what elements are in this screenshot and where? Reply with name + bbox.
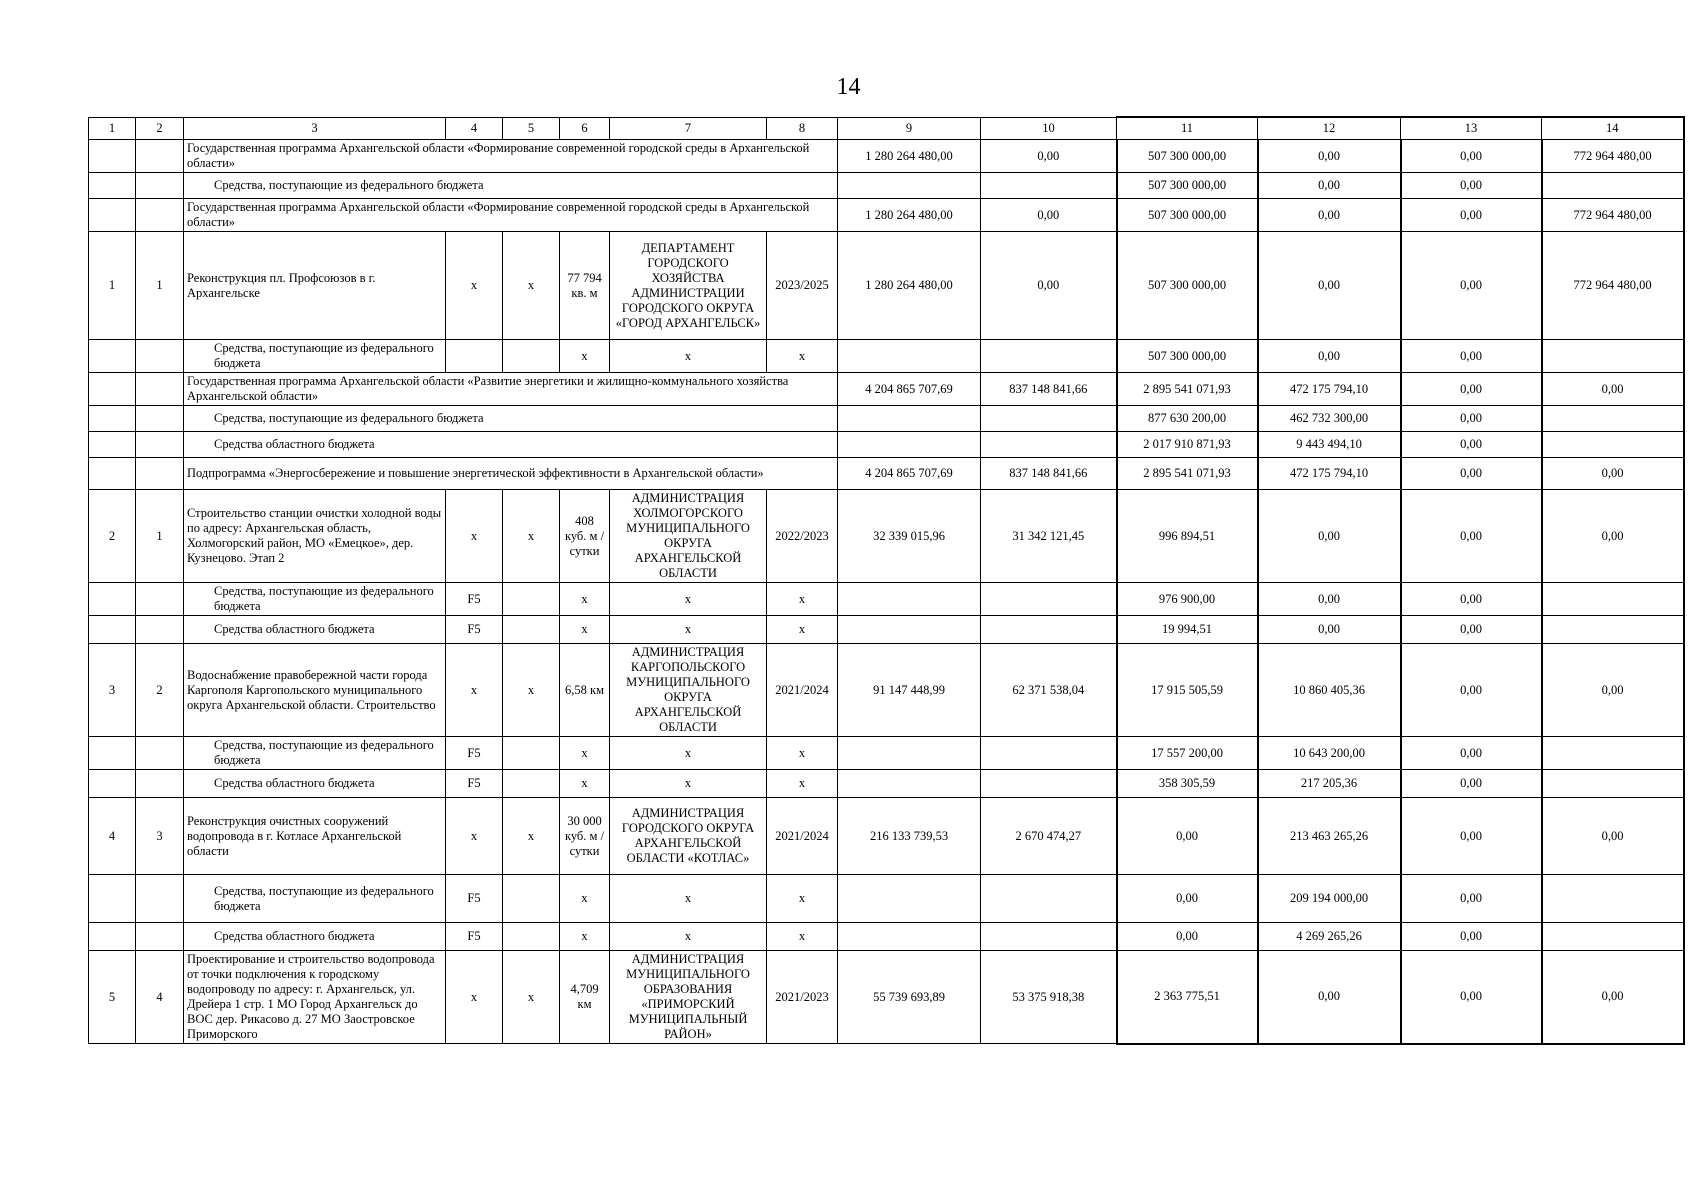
period: х (767, 340, 838, 373)
capacity: х (560, 737, 610, 770)
amount-col-13: 0,00 (1401, 458, 1542, 490)
object-name: Средства областного бюджета (184, 770, 446, 798)
sub-number: 1 (136, 490, 184, 583)
cell-col5: х (503, 798, 560, 875)
amount-col-14: 0,00 (1542, 490, 1684, 583)
row-number: 2 (89, 490, 136, 583)
amount-col-13: 0,00 (1401, 373, 1542, 406)
cell-code: F5 (446, 737, 503, 770)
table-row (89, 798, 1684, 875)
table-row (89, 951, 1684, 1044)
responsible-org: х (610, 616, 767, 644)
row-number (89, 923, 136, 951)
amount-col-11: 2 017 910 871,93 (1117, 432, 1258, 458)
amount-col-10: 2 670 474,27 (981, 798, 1117, 875)
amount-col-9 (838, 340, 981, 373)
amount-col-13: 0,00 (1401, 616, 1542, 644)
amount-col-9: 216 133 739,53 (838, 798, 981, 875)
cell-empty (136, 373, 184, 406)
period: х (767, 770, 838, 798)
cell-col5 (503, 737, 560, 770)
row-number (89, 583, 136, 616)
amount-col-10 (981, 770, 1117, 798)
period: х (767, 737, 838, 770)
table-row (89, 583, 1684, 616)
table-row (89, 923, 1684, 951)
amount-col-11: 2 895 541 071,93 (1117, 373, 1258, 406)
amount-col-11: 976 900,00 (1117, 583, 1258, 616)
row-number (89, 875, 136, 923)
row-number: 5 (89, 951, 136, 1044)
amount-col-9 (838, 770, 981, 798)
object-name: Средства, поступающие из федерального бюджета (184, 340, 446, 373)
object-name: Водоснабжение правобережной части города Каргополя Каргопольского муниципального округа Архангельской области. Строительство (184, 644, 446, 737)
column-header-14: 14 (1542, 117, 1684, 140)
table-row (89, 458, 1684, 490)
amount-col-10: 0,00 (981, 140, 1117, 173)
sub-number (136, 737, 184, 770)
cell-code: F5 (446, 770, 503, 798)
cell-empty (89, 140, 136, 173)
amount-col-14 (1542, 875, 1684, 923)
amount-col-11: 17 915 505,59 (1117, 644, 1258, 737)
amount-col-12: 0,00 (1258, 199, 1401, 232)
amount-col-10 (981, 173, 1117, 199)
capacity: 30 000 куб. м / сутки (560, 798, 610, 875)
cell-empty (89, 406, 136, 432)
amount-col-12: 0,00 (1258, 951, 1401, 1044)
cell-empty (136, 432, 184, 458)
amount-col-14 (1542, 770, 1684, 798)
amount-col-13: 0,00 (1401, 951, 1542, 1044)
cell-empty (89, 173, 136, 199)
amount-col-11: 0,00 (1117, 923, 1258, 951)
amount-col-11: 507 300 000,00 (1117, 173, 1258, 199)
row-number (89, 770, 136, 798)
amount-col-14 (1542, 340, 1684, 373)
sub-number: 1 (136, 232, 184, 340)
sub-number (136, 770, 184, 798)
amount-col-11: 358 305,59 (1117, 770, 1258, 798)
cell-empty (89, 432, 136, 458)
cell-col5 (503, 616, 560, 644)
amount-col-13: 0,00 (1401, 232, 1542, 340)
amount-col-10 (981, 923, 1117, 951)
cell-code: х (446, 490, 503, 583)
responsible-org: АДМИНИСТРАЦИЯ ГОРОДСКОГО ОКРУГА АРХАНГЕЛЬСКОЙ ОБЛАСТИ «КОТЛАС» (610, 798, 767, 875)
amount-col-11: 996 894,51 (1117, 490, 1258, 583)
amount-col-9 (838, 737, 981, 770)
column-header-5: 5 (503, 117, 560, 140)
cell-empty (89, 199, 136, 232)
table-row (89, 199, 1684, 232)
capacity: 4,709 км (560, 951, 610, 1044)
cell-code (446, 340, 503, 373)
amount-col-9: 4 204 865 707,69 (838, 458, 981, 490)
amount-col-9: 1 280 264 480,00 (838, 140, 981, 173)
period: 2022/2023 (767, 490, 838, 583)
table-row (89, 173, 1684, 199)
cell-empty (89, 458, 136, 490)
amount-col-12: 0,00 (1258, 340, 1401, 373)
capacity: 6,58 км (560, 644, 610, 737)
amount-col-10 (981, 432, 1117, 458)
header-row (89, 117, 1684, 140)
capacity: х (560, 616, 610, 644)
cell-code: х (446, 232, 503, 340)
amount-col-12: 472 175 794,10 (1258, 458, 1401, 490)
table-row (89, 406, 1684, 432)
cell-col5: х (503, 232, 560, 340)
cell-code: х (446, 644, 503, 737)
table-row (89, 644, 1684, 737)
row-number: 1 (89, 232, 136, 340)
amount-col-9: 4 204 865 707,69 (838, 373, 981, 406)
column-header-9: 9 (838, 117, 981, 140)
cell-empty (136, 406, 184, 432)
sub-number: 3 (136, 798, 184, 875)
responsible-org: х (610, 340, 767, 373)
amount-col-10: 837 148 841,66 (981, 458, 1117, 490)
amount-col-12: 0,00 (1258, 173, 1401, 199)
cell-empty (136, 140, 184, 173)
amount-col-12: 462 732 300,00 (1258, 406, 1401, 432)
amount-col-12: 472 175 794,10 (1258, 373, 1401, 406)
column-header-13: 13 (1401, 117, 1542, 140)
table-row (89, 770, 1684, 798)
amount-col-9: 91 147 448,99 (838, 644, 981, 737)
cell-code: х (446, 798, 503, 875)
sub-number: 2 (136, 644, 184, 737)
amount-col-13: 0,00 (1401, 770, 1542, 798)
amount-col-14: 772 964 480,00 (1542, 199, 1684, 232)
period: 2023/2025 (767, 232, 838, 340)
amount-col-12: 0,00 (1258, 583, 1401, 616)
amount-col-13: 0,00 (1401, 406, 1542, 432)
amount-col-13: 0,00 (1401, 875, 1542, 923)
amount-col-12: 0,00 (1258, 140, 1401, 173)
amount-col-11: 19 994,51 (1117, 616, 1258, 644)
amount-col-14: 0,00 (1542, 951, 1684, 1044)
amount-col-11: 507 300 000,00 (1117, 232, 1258, 340)
period: 2021/2024 (767, 644, 838, 737)
amount-col-9 (838, 406, 981, 432)
amount-col-13: 0,00 (1401, 173, 1542, 199)
cell-empty (136, 458, 184, 490)
amount-col-14: 772 964 480,00 (1542, 232, 1684, 340)
amount-col-11: 17 557 200,00 (1117, 737, 1258, 770)
amount-col-11: 507 300 000,00 (1117, 140, 1258, 173)
amount-col-10 (981, 406, 1117, 432)
object-name: Средства областного бюджета (184, 616, 446, 644)
table-row (89, 140, 1684, 173)
cell-code: F5 (446, 923, 503, 951)
amount-col-12: 10 860 405,36 (1258, 644, 1401, 737)
amount-col-14: 772 964 480,00 (1542, 140, 1684, 173)
amount-col-12: 217 205,36 (1258, 770, 1401, 798)
capacity: х (560, 583, 610, 616)
responsible-org: АДМИНИСТРАЦИЯ ХОЛМОГОРСКОГО МУНИЦИПАЛЬНОГО ОКРУГА АРХАНГЕЛЬСКОЙ ОБЛАСТИ (610, 490, 767, 583)
amount-col-12: 10 643 200,00 (1258, 737, 1401, 770)
amount-col-12: 209 194 000,00 (1258, 875, 1401, 923)
row-number (89, 737, 136, 770)
column-header-4: 4 (446, 117, 503, 140)
cell-code: F5 (446, 583, 503, 616)
amount-col-10 (981, 583, 1117, 616)
program-title: Государственная программа Архангельской области «Формирование современной городской среды в Архангельской области» (184, 199, 838, 232)
responsible-org: х (610, 875, 767, 923)
responsible-org: х (610, 770, 767, 798)
table-row (89, 616, 1684, 644)
amount-col-10 (981, 875, 1117, 923)
column-header-6: 6 (560, 117, 610, 140)
amount-col-13: 0,00 (1401, 644, 1542, 737)
responsible-org: АДМИНИСТРАЦИЯ КАРГОПОЛЬСКОГО МУНИЦИПАЛЬНОГО ОКРУГА АРХАНГЕЛЬСКОЙ ОБЛАСТИ (610, 644, 767, 737)
amount-col-9 (838, 923, 981, 951)
amount-col-11: 2 363 775,51 (1117, 951, 1258, 1044)
column-header-11: 11 (1117, 117, 1258, 140)
period: х (767, 875, 838, 923)
object-name: Строительство станции очистки холодной воды по адресу: Архангельская область, Холмогорский район, МО «Емецкое», дер. Кузнецово. Этап 2 (184, 490, 446, 583)
sub-number: 4 (136, 951, 184, 1044)
amount-col-11: 0,00 (1117, 875, 1258, 923)
object-name: Средства, поступающие из федерального бюджета (184, 875, 446, 923)
program-title: Средства, поступающие из федерального бюджета (184, 173, 838, 199)
sub-number (136, 923, 184, 951)
amount-col-9: 1 280 264 480,00 (838, 232, 981, 340)
amount-col-9 (838, 432, 981, 458)
cell-col5 (503, 583, 560, 616)
table-row (89, 373, 1684, 406)
amount-col-11: 877 630 200,00 (1117, 406, 1258, 432)
table-row (89, 490, 1684, 583)
amount-col-9: 32 339 015,96 (838, 490, 981, 583)
amount-col-14 (1542, 616, 1684, 644)
amount-col-14: 0,00 (1542, 798, 1684, 875)
table-row (89, 340, 1684, 373)
object-name: Реконструкция пл. Профсоюзов в г. Архангельске (184, 232, 446, 340)
row-number (89, 616, 136, 644)
amount-col-9 (838, 875, 981, 923)
program-title: Средства, поступающие из федерального бюджета (184, 406, 838, 432)
period: х (767, 923, 838, 951)
sub-number (136, 875, 184, 923)
capacity: 408 куб. м / сутки (560, 490, 610, 583)
amount-col-13: 0,00 (1401, 490, 1542, 583)
amount-col-14 (1542, 173, 1684, 199)
sub-number (136, 616, 184, 644)
column-header-1: 1 (89, 117, 136, 140)
amount-col-9 (838, 616, 981, 644)
amount-col-10: 0,00 (981, 199, 1117, 232)
table-row (89, 875, 1684, 923)
column-header-8: 8 (767, 117, 838, 140)
object-name: Средства, поступающие из федерального бюджета (184, 737, 446, 770)
responsible-org: х (610, 737, 767, 770)
amount-col-13: 0,00 (1401, 737, 1542, 770)
amount-col-13: 0,00 (1401, 583, 1542, 616)
amount-col-12: 0,00 (1258, 232, 1401, 340)
responsible-org: ДЕПАРТАМЕНТ ГОРОДСКОГО ХОЗЯЙСТВА АДМИНИСТРАЦИИ ГОРОДСКОГО ОКРУГА «ГОРОД АРХАНГЕЛЬСК» (610, 232, 767, 340)
amount-col-13: 0,00 (1401, 140, 1542, 173)
object-name: Средства, поступающие из федерального бюджета (184, 583, 446, 616)
amount-col-14: 0,00 (1542, 373, 1684, 406)
column-header-12: 12 (1258, 117, 1401, 140)
budget-table (88, 116, 1685, 1045)
amount-col-14 (1542, 737, 1684, 770)
cell-empty (89, 373, 136, 406)
cell-empty (136, 199, 184, 232)
cell-code: х (446, 951, 503, 1044)
program-title: Государственная программа Архангельской области «Развитие энергетики и жилищно-коммунального хозяйства Архангельской области» (184, 373, 838, 406)
program-title: Подпрограмма «Энергосбережение и повышение энергетической эффективности в Архангельской области» (184, 458, 838, 490)
program-title: Государственная программа Архангельской области «Формирование современной городской среды в Архангельской области» (184, 140, 838, 173)
row-number: 4 (89, 798, 136, 875)
amount-col-14 (1542, 432, 1684, 458)
amount-col-12: 0,00 (1258, 490, 1401, 583)
amount-col-12: 4 269 265,26 (1258, 923, 1401, 951)
amount-col-13: 0,00 (1401, 432, 1542, 458)
column-header-3: 3 (184, 117, 446, 140)
page-number: 14 (836, 74, 861, 100)
amount-col-9 (838, 173, 981, 199)
amount-col-10: 62 371 538,04 (981, 644, 1117, 737)
sub-number (136, 340, 184, 373)
amount-col-13: 0,00 (1401, 199, 1542, 232)
amount-col-11: 2 895 541 071,93 (1117, 458, 1258, 490)
object-name: Реконструкция очистных сооружений водопровода в г. Котласе Архангельской области (184, 798, 446, 875)
table-row (89, 232, 1684, 340)
responsible-org: х (610, 923, 767, 951)
cell-col5: х (503, 951, 560, 1044)
cell-empty (136, 173, 184, 199)
period: 2021/2023 (767, 951, 838, 1044)
amount-col-10 (981, 340, 1117, 373)
amount-col-10 (981, 616, 1117, 644)
capacity: х (560, 875, 610, 923)
column-header-2: 2 (136, 117, 184, 140)
cell-col5 (503, 923, 560, 951)
amount-col-13: 0,00 (1401, 340, 1542, 373)
amount-col-13: 0,00 (1401, 923, 1542, 951)
column-header-7: 7 (610, 117, 767, 140)
amount-col-10: 53 375 918,38 (981, 951, 1117, 1044)
amount-col-10: 837 148 841,66 (981, 373, 1117, 406)
responsible-org: х (610, 583, 767, 616)
cell-code: F5 (446, 875, 503, 923)
sub-number (136, 583, 184, 616)
amount-col-10: 0,00 (981, 232, 1117, 340)
responsible-org: АДМИНИСТРАЦИЯ МУНИЦИПАЛЬНОГО ОБРАЗОВАНИЯ «ПРИМОРСКИЙ МУНИЦИПАЛЬНЫЙ РАЙОН» (610, 951, 767, 1044)
cell-col5 (503, 340, 560, 373)
amount-col-14 (1542, 583, 1684, 616)
amount-col-12: 9 443 494,10 (1258, 432, 1401, 458)
amount-col-9: 1 280 264 480,00 (838, 199, 981, 232)
capacity: х (560, 923, 610, 951)
amount-col-10 (981, 737, 1117, 770)
amount-col-11: 507 300 000,00 (1117, 340, 1258, 373)
amount-col-12: 0,00 (1258, 616, 1401, 644)
column-header-10: 10 (981, 117, 1117, 140)
amount-col-10: 31 342 121,45 (981, 490, 1117, 583)
table-body (89, 117, 1684, 1044)
table-row (89, 432, 1684, 458)
cell-col5 (503, 875, 560, 923)
period: х (767, 583, 838, 616)
amount-col-14 (1542, 406, 1684, 432)
amount-col-9 (838, 583, 981, 616)
amount-col-14: 0,00 (1542, 458, 1684, 490)
amount-col-9: 55 739 693,89 (838, 951, 981, 1044)
object-name: Проектирование и строительство водопровода от точки подключения к городскому водопроводу по адресу: г. Архангельск, ул. Дрейера 1 стр. 1 МО Город Архангельск до ВОС дер. Рикасово д. 27 МО Заостровское Приморского (184, 951, 446, 1044)
object-name: Средства областного бюджета (184, 923, 446, 951)
cell-col5: х (503, 490, 560, 583)
capacity: х (560, 770, 610, 798)
amount-col-12: 213 463 265,26 (1258, 798, 1401, 875)
capacity: х (560, 340, 610, 373)
table-row (89, 737, 1684, 770)
period: 2021/2024 (767, 798, 838, 875)
amount-col-14: 0,00 (1542, 644, 1684, 737)
period: х (767, 616, 838, 644)
capacity: 77 794 кв. м (560, 232, 610, 340)
amount-col-13: 0,00 (1401, 798, 1542, 875)
cell-col5 (503, 770, 560, 798)
cell-col5: х (503, 644, 560, 737)
cell-code: F5 (446, 616, 503, 644)
row-number (89, 340, 136, 373)
amount-col-14 (1542, 923, 1684, 951)
row-number: 3 (89, 644, 136, 737)
amount-col-11: 507 300 000,00 (1117, 199, 1258, 232)
amount-col-11: 0,00 (1117, 798, 1258, 875)
program-title: Средства областного бюджета (184, 432, 838, 458)
